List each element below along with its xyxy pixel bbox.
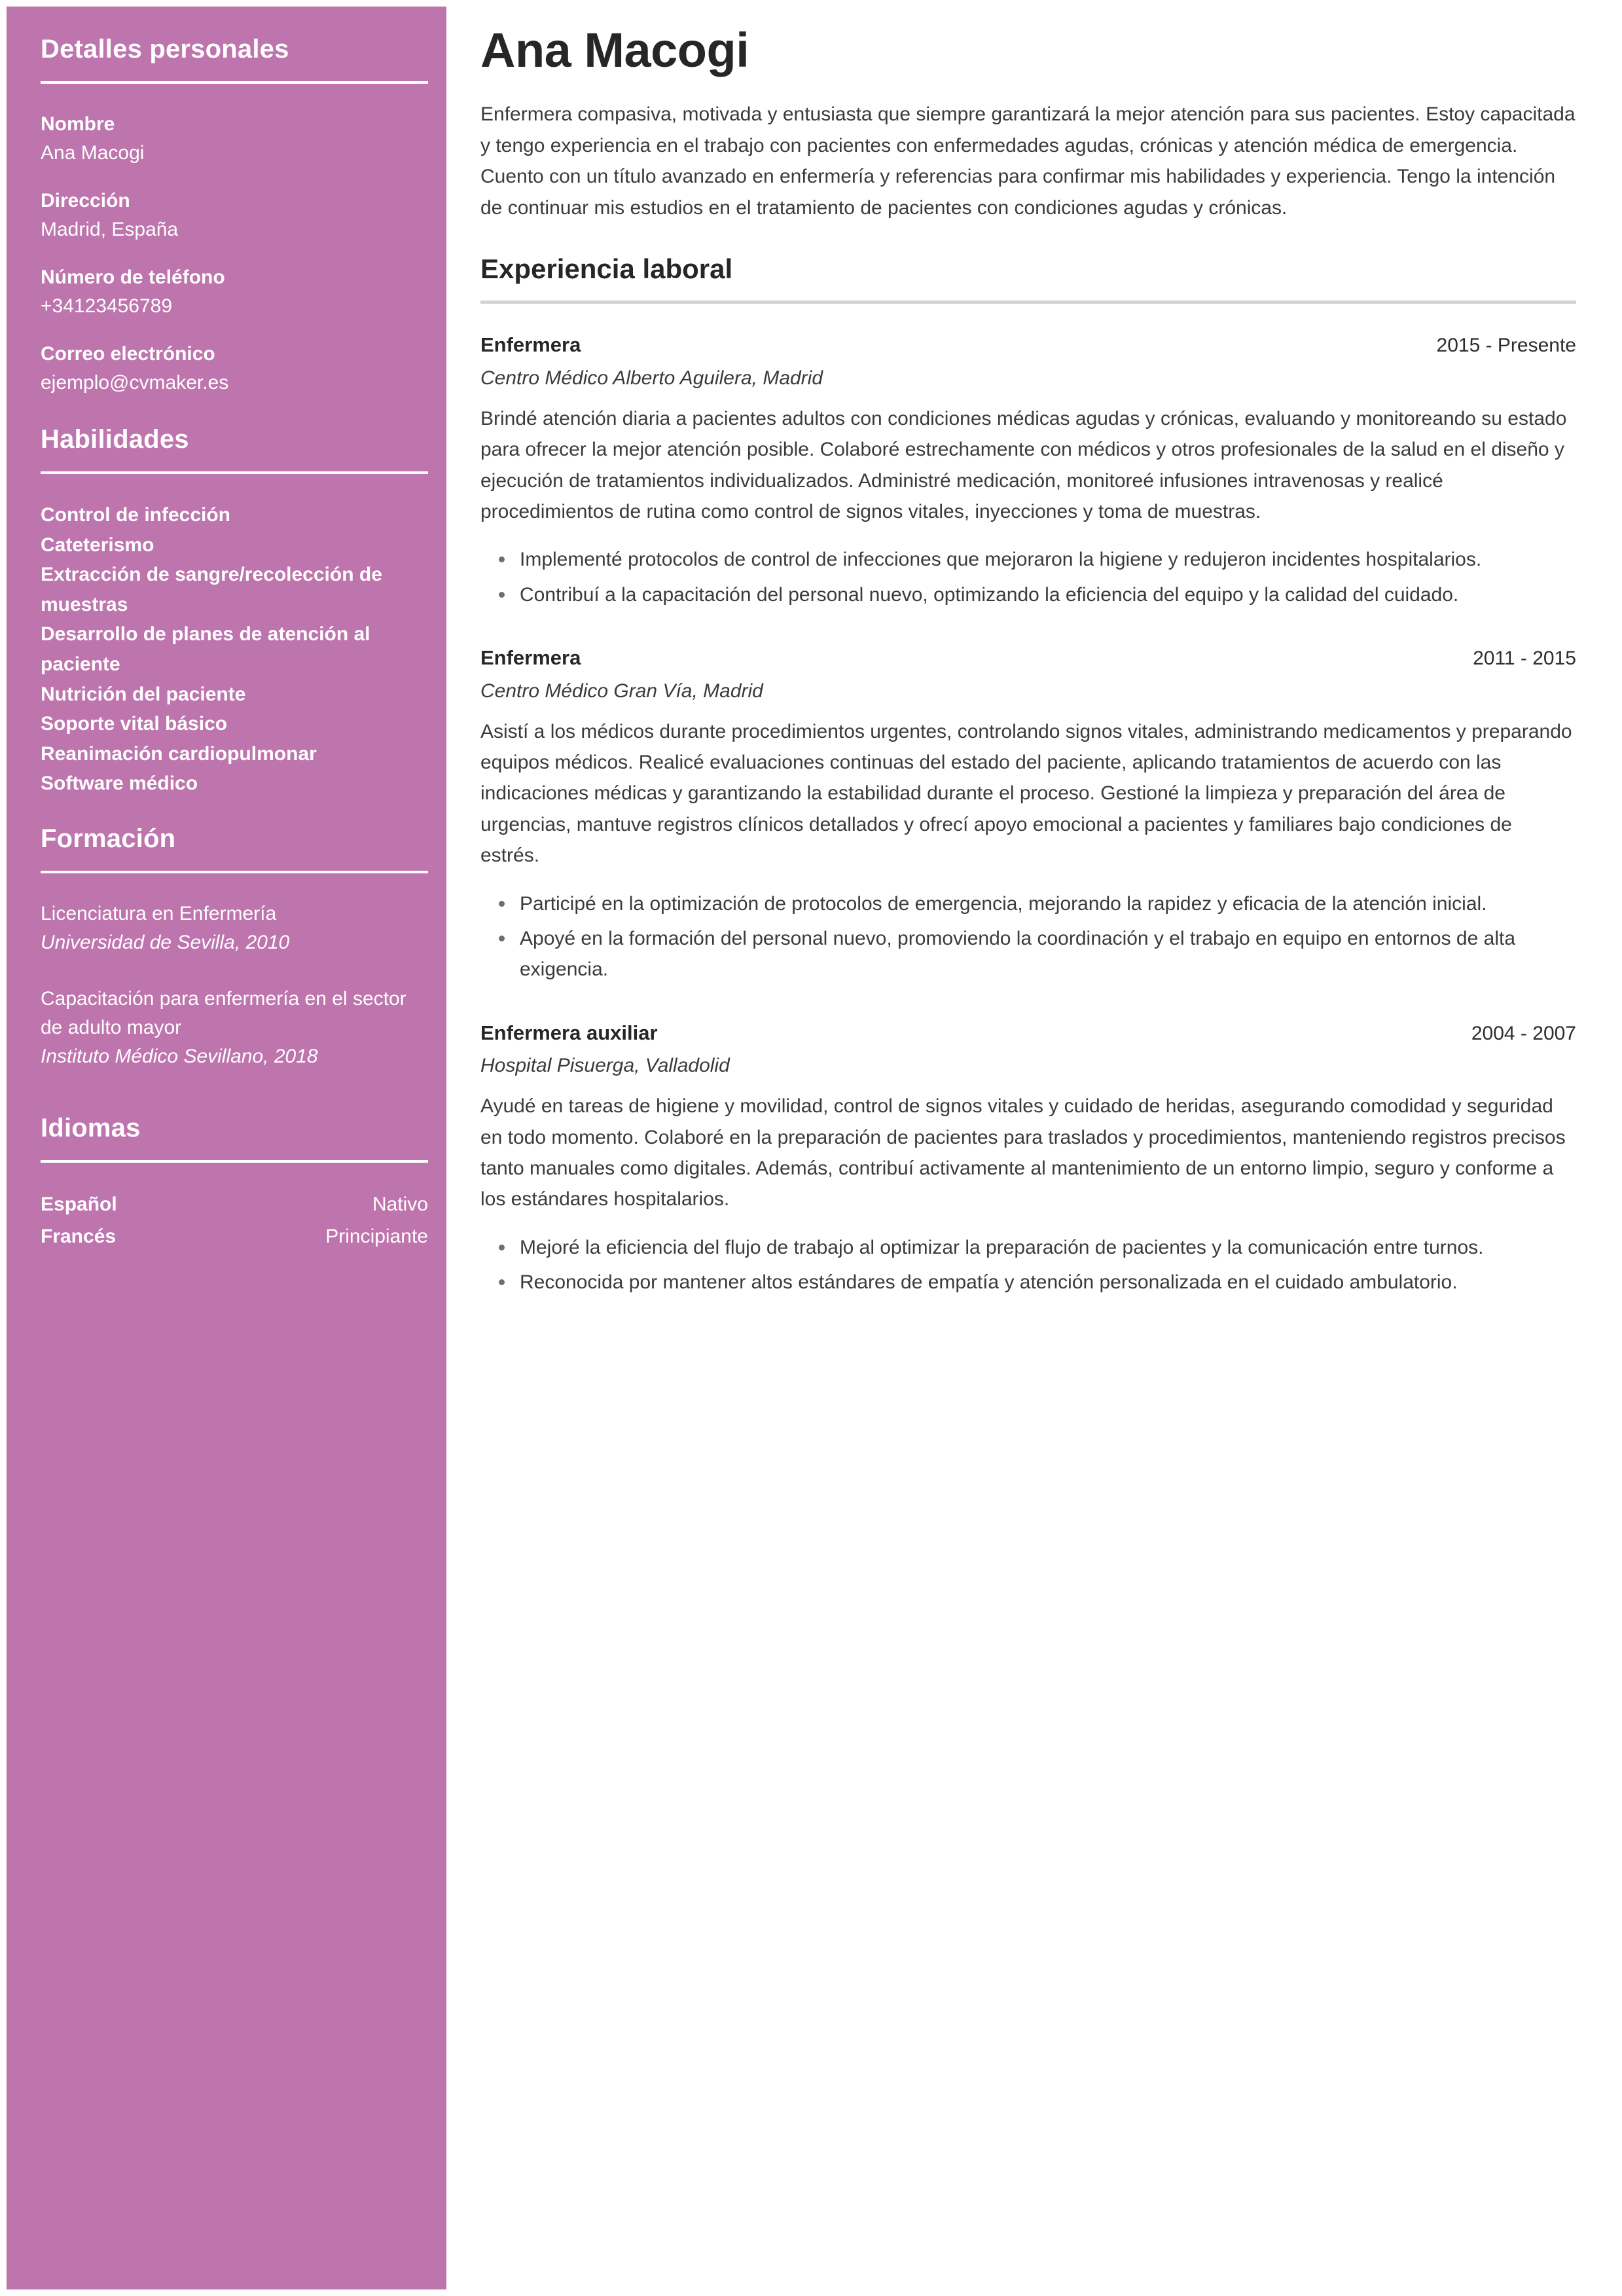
cv-full-name: Ana Macogi (480, 23, 749, 77)
job-achievement-item: Participé en la optimización de protocolos de emergencia, mejorando la rapidez y eficacia de la atención inicial. (518, 888, 1576, 919)
job-title: Enfermera (480, 333, 581, 357)
spacer (41, 416, 428, 424)
professional-summary: Enfermera compasiva, motivada y entusiasta que siempre garantizará la mejor atención para sus pacientes. Estoy capacitada y tengo experiencia en el trabajo con pacientes con enfermedades agudas, crónicas y atención médica de emergencia. Cuento con un título avanzado en enfermería y referencias para confirmar mis habilidades y experiencia. Tengo la intención de continuar mis estudios en el tratamiento de pacientes con condiciones agudas y crónicas. (480, 103, 1576, 219)
job-title: Enfermera auxiliar (480, 1021, 658, 1044)
job-header-row (480, 644, 1576, 672)
job-description: Ayudé en tareas de higiene y movilidad, control de signos vitales y cuidado de heridas, asegurando comodidad y seguridad en todo momento. Colaboré en la preparación de pacientes para traslados y procedimientos, manteniendo registros precisos tanto manuales como digitales. Además, contribuí activamente al mantenimiento de un entorno limpio, seguro y conforme a los estándares hospitalarios. (480, 1095, 1566, 1211)
skill-item: Soporte vital básico (41, 713, 228, 735)
job-entry (480, 644, 1576, 985)
job-achievement-item: Implementé protocolos de control de infecciones que mejoraron la higiene y redujeron incidentes hospitalarios. (518, 544, 1576, 575)
personal-field-value: ejemplo@cvmaker.es (41, 371, 229, 393)
job-header-row (480, 1019, 1576, 1048)
job-achievement-item: Contribuí a la capacitación del personal nuevo, optimizando la eficiencia del equipo y la calidad del cuidado. (518, 579, 1576, 610)
section-personal-details (41, 34, 428, 397)
personal-field-label: Correo electrónico (41, 343, 215, 365)
job-organization: Hospital Pisuerga, Valladolid (480, 1055, 730, 1077)
main-content (446, 7, 1615, 2289)
skills-heading: Habilidades (41, 425, 189, 454)
job-description: Brindé atención diaria a pacientes adultos con condiciones médicas agudas y crónicas, evaluando y monitoreando su estado para ofrecer la mejor atención posible. Colaboré estrechamente con médicos y otros profesionales de la salud en el diseño y ejecución de tratamientos individualizados. Administré medicación, monitoreé infusiones intravenosas y realicé procedimientos de rutina como control de signos vitales, inyecciones y toma de muestras. (480, 407, 1567, 522)
work-experience-heading: Experiencia laboral (480, 253, 733, 284)
education-heading: Formación (41, 824, 176, 853)
skills-list (41, 500, 428, 799)
work-experience-list (480, 331, 1576, 1298)
job-dates: 2004 - 2007 (1471, 1022, 1576, 1044)
job-achievement-item: Apoyé en la formación del personal nuevo, promoviendo la coordinación y el trabajo en equipo en entornos de alta exigencia. (518, 923, 1576, 985)
job-entry (480, 331, 1576, 610)
job-achievement-item: Mejoré la eficiencia del flujo de trabajo al optimizar la preparación de pacientes y la comunicación entre turnos. (518, 1232, 1576, 1263)
personal-field (41, 187, 428, 244)
personal-field (41, 263, 428, 320)
personal-field (41, 110, 428, 167)
language-row (41, 1221, 428, 1253)
personal-fields-list (41, 110, 428, 397)
skill-item: Nutrición del paciente (41, 683, 246, 705)
section-education (41, 824, 428, 1071)
languages-list (41, 1189, 428, 1252)
education-degree: Licenciatura en Enfermería (41, 902, 277, 924)
job-organization: Centro Médico Alberto Aguilera, Madrid (480, 367, 823, 389)
job-dates: 2011 - 2015 (1473, 647, 1576, 670)
education-divider (41, 871, 428, 873)
personal-details-heading: Detalles personales (41, 35, 289, 64)
section-languages (41, 1113, 428, 1252)
work-experience-divider (480, 301, 1576, 304)
skill-item: Control de infección (41, 504, 231, 526)
education-item (41, 900, 428, 957)
personal-field-label: Dirección (41, 190, 130, 211)
job-achievements-list (480, 544, 1576, 610)
education-degree: Capacitación para enfermería en el sector de adulto mayor (41, 988, 406, 1039)
job-title: Enfermera (480, 646, 581, 670)
job-organization: Centro Médico Gran Vía, Madrid (480, 680, 763, 702)
personal-details-divider (41, 81, 428, 84)
education-school: Instituto Médico Sevillano, 2018 (41, 1046, 318, 1068)
section-skills (41, 424, 428, 799)
language-level: Nativo (372, 1194, 428, 1216)
skill-item: Extracción de sangre/recolección de muestras (41, 564, 382, 615)
spacer (41, 1099, 428, 1113)
language-row (41, 1189, 428, 1221)
personal-field-label: Número de teléfono (41, 266, 225, 288)
job-dates: 2015 - Presente (1436, 335, 1576, 357)
language-name: Español (41, 1194, 117, 1216)
skills-divider (41, 471, 428, 474)
job-achievement-item: Reconocida por mantener altos estándares de empatía y atención personalizada en el cuidado ambulatorio. (518, 1267, 1576, 1298)
education-item (41, 985, 428, 1071)
spacer (41, 801, 428, 824)
language-level: Principiante (325, 1226, 428, 1247)
job-description: Asistí a los médicos durante procedimientos urgentes, controlando signos vitales, administrando medicamentos y preparando equipos médicos. Realicé evaluaciones continuas del estado del paciente, aplicando tratamientos de acuerdo con las indicaciones médicas y garantizando la estabilidad durante el proceso. Gestioné la limpieza y preparación del área de urgencias, mantuve registros clínicos detallados y ofrecí apoyo emocional a pacientes y familiares bajo condiciones de estrés. (480, 720, 1572, 867)
job-entry (480, 1019, 1576, 1298)
language-name: Francés (41, 1226, 117, 1247)
skill-item: Cateterismo (41, 534, 154, 556)
sidebar (7, 7, 446, 2289)
education-list (41, 900, 428, 1071)
languages-divider (41, 1160, 428, 1163)
personal-field-value: Ana Macogi (41, 141, 145, 164)
job-header-row (480, 331, 1576, 359)
personal-field-label: Nombre (41, 113, 115, 135)
skill-item: Desarrollo de planes de atención al paciente (41, 623, 370, 675)
job-achievements-list (480, 1232, 1576, 1298)
languages-heading: Idiomas (41, 1114, 141, 1143)
skill-item: Reanimación cardiopulmonar (41, 742, 317, 765)
education-school: Universidad de Sevilla, 2010 (41, 932, 290, 954)
personal-field-value: Madrid, España (41, 218, 179, 240)
skill-item: Software médico (41, 773, 198, 795)
personal-field-value: +34123456789 (41, 295, 173, 317)
job-achievements-list (480, 888, 1576, 985)
personal-field (41, 340, 428, 397)
